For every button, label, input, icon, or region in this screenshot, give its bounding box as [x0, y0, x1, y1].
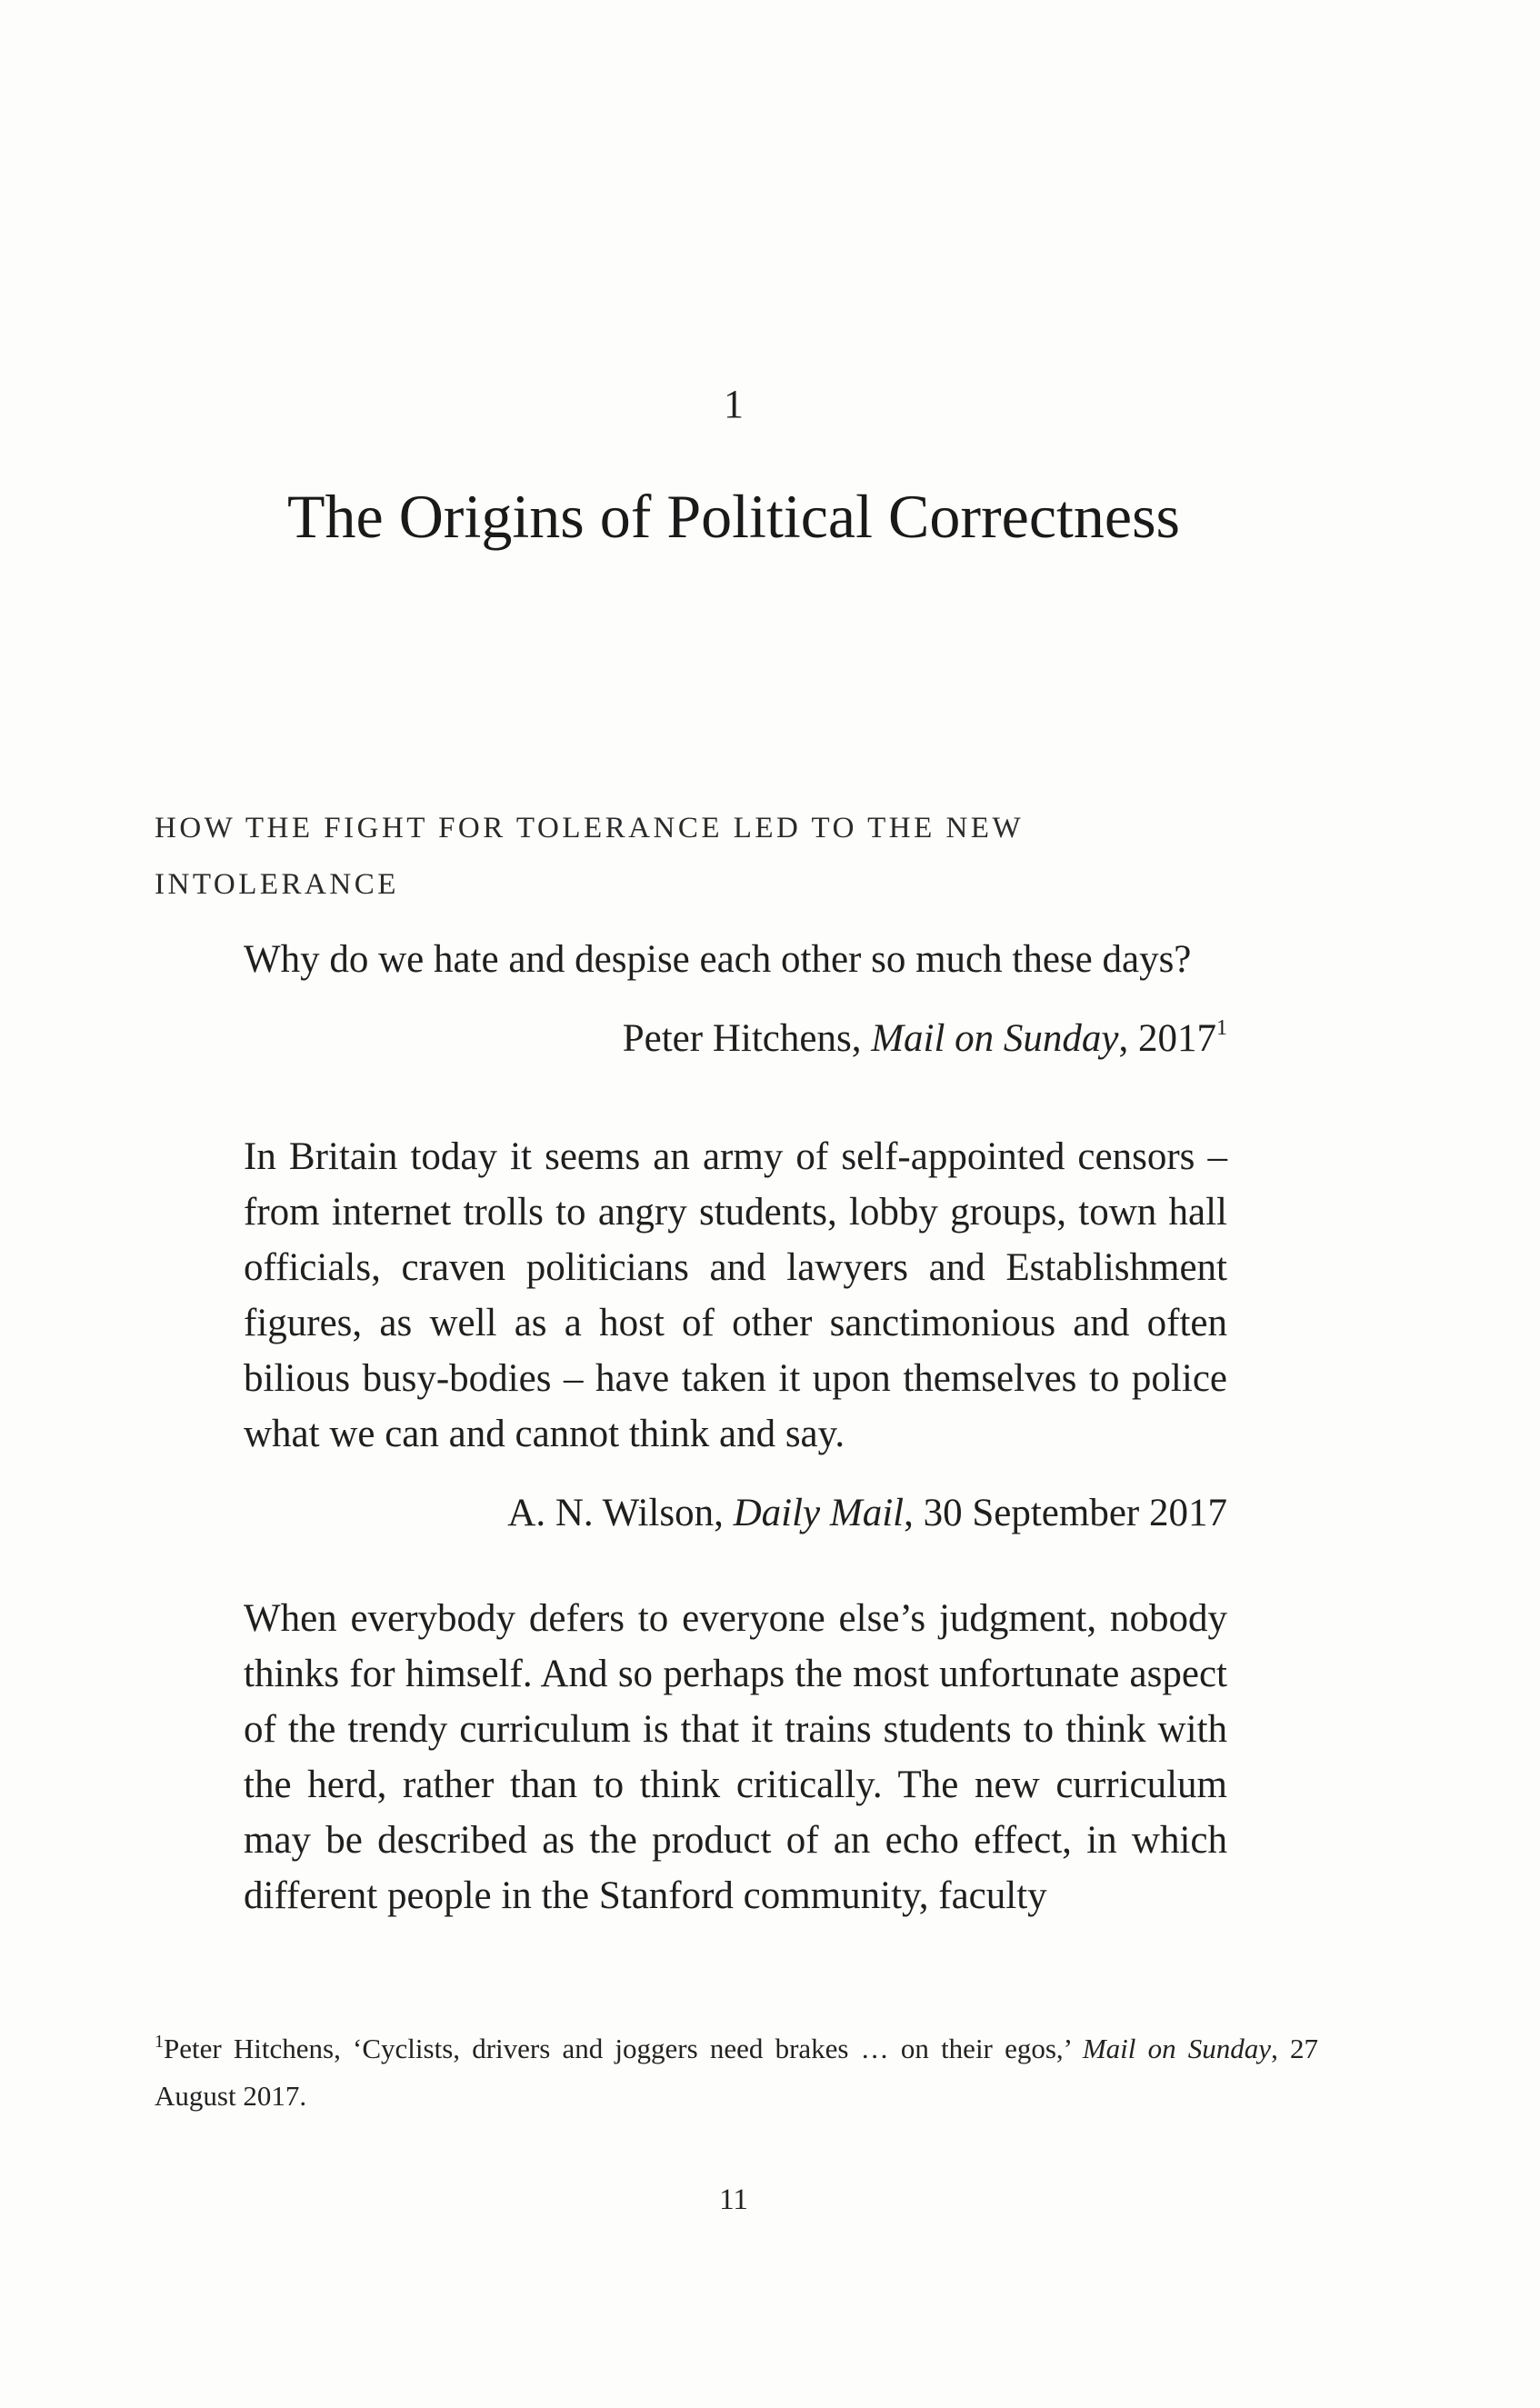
epigraph-2-author: A. N. Wilson,	[507, 1492, 734, 1534]
epigraph-1	[244, 932, 1227, 1066]
epigraph-2-date: , 30 September 2017	[904, 1492, 1227, 1534]
epigraph-1-author: Peter Hitchens,	[622, 1017, 872, 1060]
section-heading-line-2: INTOLERANCE	[155, 868, 399, 901]
footnote-source: Mail on Sunday	[1082, 2033, 1272, 2064]
section-heading-line-1: HOW THE FIGHT FOR TOLERANCE LED TO THE NEW	[155, 812, 1025, 844]
epigraph-2-quote: In Britain today it seems an army of self-appointed censors – from internet trolls to angry students, lobby groups, town hall officials, craven politicians and lawyers and Establishment figures, as well as a host of other sanctimonious and often bilious busy-bodies – have taken it upon themselves to police what we can and cannot think and say.	[244, 1135, 1227, 1455]
footnote	[155, 2025, 1318, 2120]
section-heading	[155, 800, 1245, 913]
epigraph-1-attribution	[244, 1011, 1227, 1066]
chapter-number: 1	[724, 382, 744, 426]
epigraph-1-quote: Why do we hate and despise each other so much these days?	[244, 938, 1192, 981]
chapter-title: The Origins of Political Correctness	[286, 482, 1180, 551]
epigraph-2	[244, 1129, 1227, 1541]
epigraph-3	[244, 1591, 1227, 1923]
epigraph-1-date: , 2017	[1118, 1017, 1216, 1060]
epigraph-1-source: Mail on Sunday	[871, 1017, 1119, 1060]
footnote-marker: 1	[155, 2032, 164, 2052]
epigraph-1-footnote-ref: 1	[1216, 1016, 1227, 1040]
page-number: 11	[719, 2183, 748, 2216]
epigraph-2-attribution	[244, 1485, 1227, 1541]
footnote-text-after: , 27 August 2017.	[155, 2033, 1319, 2112]
epigraph-2-source: Daily Mail	[733, 1492, 905, 1534]
epigraph-3-quote: When everybody defers to everyone else’s judgment, nobody thinks for himself. And so perhaps the most unfortunate aspect of the trendy curriculum is that it trains students to think with the herd, rather than to think critically. The new curriculum may be described as the product of an echo effect, in which different people in the Stanford community, faculty	[244, 1597, 1227, 1917]
footnote-text-before: Peter Hitchens, ‘Cyclists, drivers and joggers need brakes … on their egos,’	[164, 2033, 1083, 2064]
